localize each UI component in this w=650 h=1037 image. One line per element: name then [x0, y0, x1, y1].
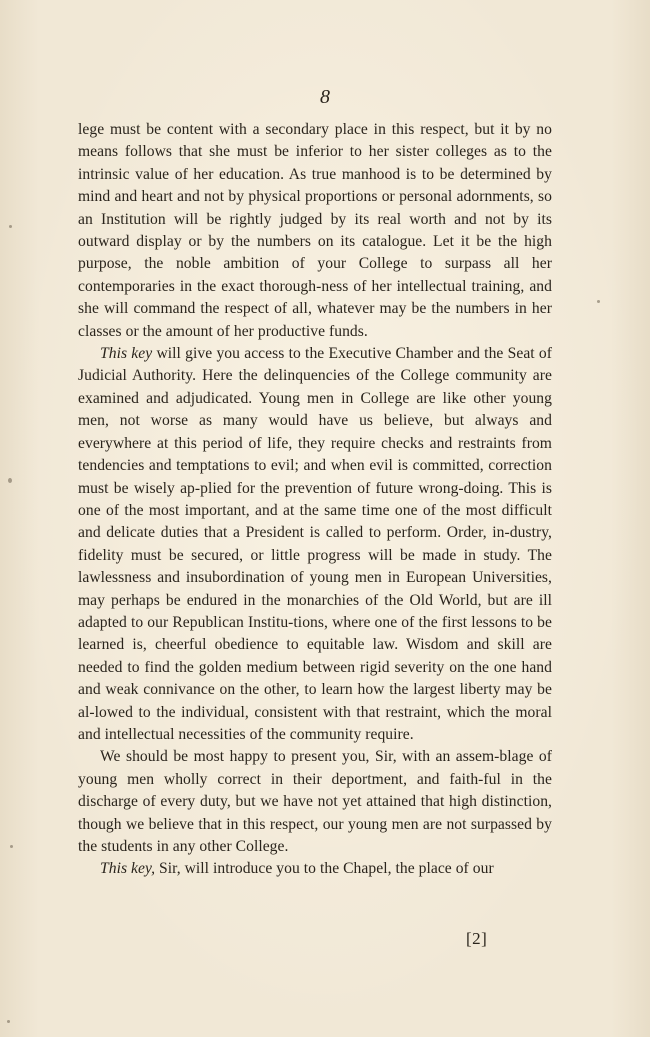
paper-speck — [8, 478, 12, 483]
paper-speck — [7, 1020, 10, 1023]
paragraph-4-lead: This key, — [100, 860, 156, 878]
paper-speck — [9, 225, 12, 228]
body-text — [78, 119, 552, 881]
paper-speck — [10, 845, 13, 848]
signature-mark: [2] — [466, 929, 488, 948]
paragraph-3-text: We should be most happy to present you, Sir, with an assem-blage of young men wholly correct in their deportment, and faith-ful in the discharge of every duty, but we have not yet attained that high distinction, though we believe that in this respect, our young men are not surpassed by the students in any other College. — [78, 748, 552, 855]
paragraph-4 — [78, 858, 552, 880]
paragraph-2 — [78, 343, 552, 746]
paragraph-3 — [78, 746, 552, 858]
paragraph-1-text: lege must be content with a secondary place in this respect, but it by no means follows that she must be inferior to her sister colleges as to the intrinsic value of her education. As true manhood is to be determined by mind and heart and not by physical proportions or personal adornments, so an Institution will be rightly judged by its real worth and not by its outward display or by the numbers on its catalogue. Let it be the high purpose, the noble ambition of your College to surpass all her contemporaries in the exact thorough-ness of her intellectual training, and she will command the respect of all, whatever may be the numbers in her classes or the amount of her productive funds. — [78, 121, 552, 340]
paper-speck — [597, 300, 600, 303]
paragraph-1 — [78, 119, 552, 343]
paragraph-4-text: Sir, will introduce you to the Chapel, the place of our — [155, 860, 494, 878]
page-number: 8 — [320, 86, 330, 108]
paragraph-2-text: will give you access to the Executive Chamber and the Seat of Judicial Authority. Here the delinquencies of the College community are examined and adjudicated. Young men in College are like other young men, not worse as many would have us believe, but always and everywhere at this period of life, they require checks and restraints from tendencies and temptations to evil; and when evil is committed, correction must be wisely ap-plied for the prevention of future wrong-doing. This is one of the most important, and at the same time one of the most difficult and delicate duties that a President is called to perform. Order, in-dustry, fidelity must be secured, or little progress will be made in study. The lawlessness and insubordination of young men in European Universities, may perhaps be endured in the monarchies of the Old World, but are ill adapted to our Republican Institu-tions, where one of the first lessons to be learned is, cheerful obedience to equitable law. Wisdom and skill are needed to find the golden medium between rigid severity on the one hand and weak connivance on the other, to learn how the largest liberty may be al-lowed to the individual, consistent with that restraint, which the moral and intellectual necessities of the community require. — [78, 345, 552, 743]
paragraph-2-lead: This key — [100, 345, 153, 363]
